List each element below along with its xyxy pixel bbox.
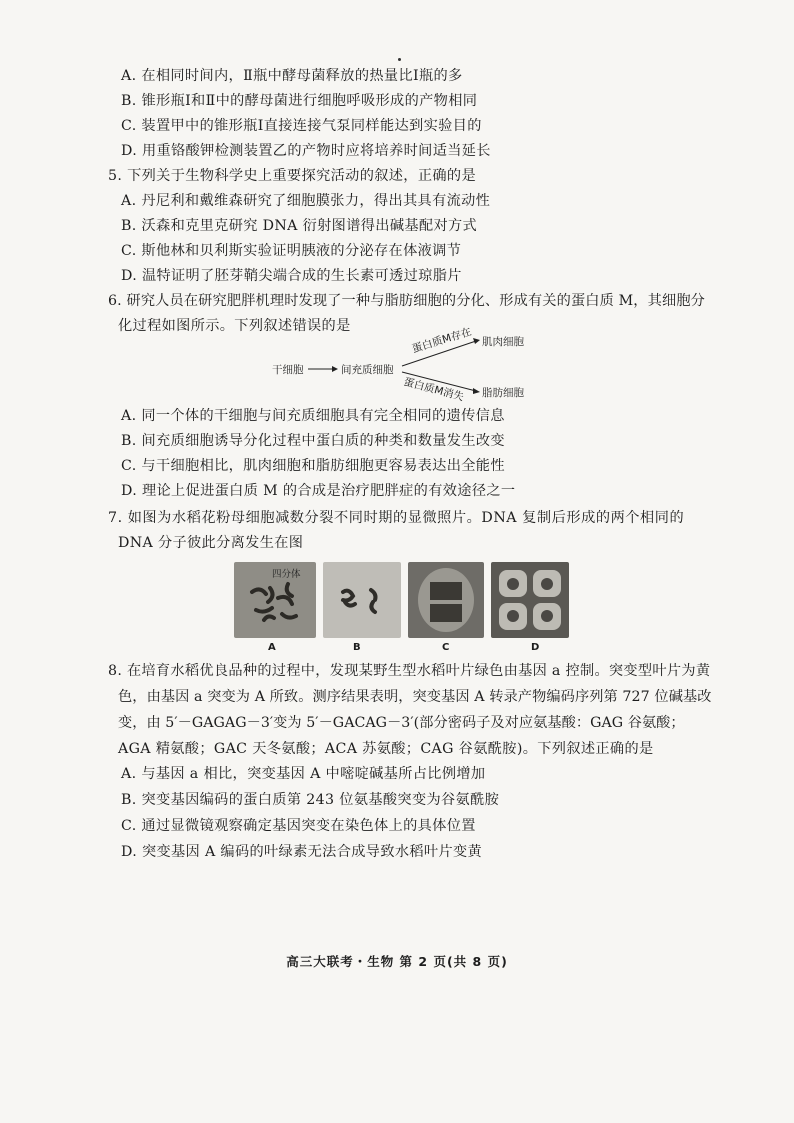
fat-cell-label: 脂肪细胞	[482, 387, 524, 399]
q4-option-c: C. 装置甲中的锥形瓶Ⅰ直接连接气泵同样能达到实验目的	[121, 118, 482, 134]
q8-option-c: C. 通过显微镜观察确定基因突变在染色体上的具体位置	[121, 818, 476, 834]
differentiation-diagram	[270, 325, 540, 404]
q5-option-d: D. 温特证明了胚芽鞘尖端合成的生长素可透过琼脂片	[121, 268, 462, 284]
protein-m-present-label: 蛋白质M存在	[410, 325, 473, 356]
q5-option-a: A. 丹尼利和戴维森研究了细胞膜张力，得出其具有流动性	[121, 193, 491, 209]
q8-stem-line1: 8. 在培育水稻优良品种的过程中，发现某野生型水稻叶片绿色由基因 a 控制。突变型叶片为黄	[108, 663, 711, 679]
micrograph-label-a: A	[268, 642, 276, 653]
protein-m-absent-label: 蛋白质M消失	[402, 375, 465, 404]
micrograph-label-d: D	[531, 642, 540, 653]
q6-option-d: D. 理论上促进蛋白质 M 的合成是治疗肥胖症的有效途径之一	[121, 483, 516, 499]
q8-option-a: A. 与基因 a 相比，突变基因 A 中嘧啶碱基所占比例增加	[121, 766, 486, 782]
muscle-cell-label: 肌肉细胞	[482, 336, 524, 348]
micrograph-label-b: B	[353, 642, 361, 653]
q6-option-b: B. 间充质细胞诱导分化过程中蛋白质的种类和数量发生改变	[121, 433, 505, 449]
q6-stem-line2: 化过程如图所示。下列叙述错误的是	[118, 318, 351, 334]
q7-stem-line1: 7. 如图为水稻花粉母细胞减数分裂不同时期的显微照片。DNA 复制后形成的两个相同的	[108, 510, 685, 526]
q5-option-b: B. 沃森和克里克研究 DNA 衍射图谱得出碱基配对方式	[121, 218, 478, 234]
mesenchymal-cell-label: 间充质细胞	[341, 364, 394, 376]
q4-option-b: B. 锥形瓶Ⅰ和Ⅱ中的酵母菌进行细胞呼吸形成的产物相同	[121, 93, 478, 109]
ink-dot	[398, 58, 401, 61]
q6-option-a: A. 同一个体的干细胞与间充质细胞具有完全相同的遗传信息	[121, 408, 505, 424]
micrograph-b	[323, 562, 401, 638]
q6-stem-line1: 6. 研究人员在研究肥胖机理时发现了一种与脂肪细胞的分化、形成有关的蛋白质 M，其细胞分	[108, 293, 705, 309]
tetrad-label: 四分体	[272, 569, 301, 580]
q4-option-a: A. 在相同时间内，Ⅱ瓶中酵母菌释放的热量比Ⅰ瓶的多	[121, 68, 463, 84]
q8-stem-line3: 变，由 5′－GAGAG－3′变为 5′－GACAG－3′(部分密码子及对应氨基酸：GAG 谷氨酸；	[118, 715, 685, 731]
q8-stem-line2: 色，由基因 a 突变为 A 所致。测序结果表明，突变基因 A 转录产物编码序列第 727 位碱基改	[118, 689, 712, 705]
q7-stem-line2: DNA 分子彼此分离发生在图	[118, 535, 304, 551]
micrograph-c	[408, 562, 484, 638]
q8-stem-line4: AGA 精氨酸；GAC 天冬氨酸；ACA 苏氨酸；CAG 谷氨酰胺)。下列叙述正确的是	[118, 741, 654, 757]
q5-option-c: C. 斯他林和贝利斯实验证明胰液的分泌存在体液调节	[121, 243, 462, 259]
page-footer: 高三大联考・生物 第 2 页(共 8 页)	[286, 954, 508, 969]
q8-option-b: B. 突变基因编码的蛋白质第 243 位氨基酸突变为谷氨酰胺	[121, 792, 500, 808]
stem-cell-label: 干细胞	[272, 364, 304, 376]
q8-option-d: D. 突变基因 A 编码的叶绿素无法合成导致水稻叶片变黄	[121, 844, 483, 860]
q6-option-c: C. 与干细胞相比，肌肉细胞和脂肪细胞更容易表达出全能性	[121, 458, 505, 474]
micrograph-label-c: C	[442, 642, 450, 653]
q4-option-d: D. 用重铬酸钾检测装置乙的产物时应将培养时间适当延长	[121, 143, 491, 159]
q5-stem: 5. 下列关于生物科学史上重要探究活动的叙述，正确的是	[108, 168, 476, 184]
micrograph-d	[491, 562, 569, 638]
